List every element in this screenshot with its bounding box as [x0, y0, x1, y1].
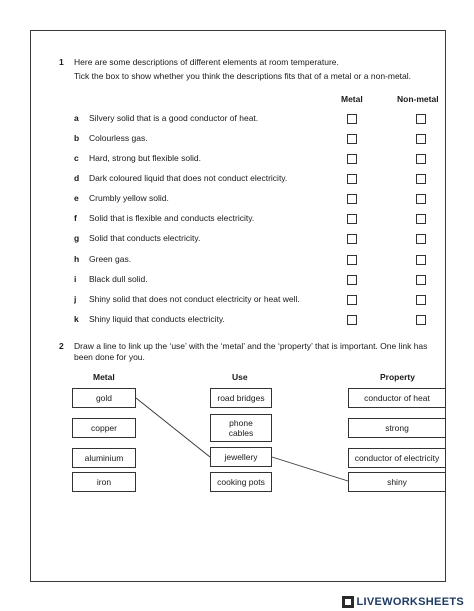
use-box-label: road bridges [217, 393, 265, 403]
property-box-label: conductor of heat [364, 393, 430, 403]
item-letter: f [74, 213, 77, 223]
item-letter: c [74, 153, 79, 163]
property-box-label: strong [385, 423, 409, 433]
use-box[interactable] [210, 447, 272, 467]
use-heading: Use [232, 372, 248, 382]
use-box[interactable] [210, 414, 272, 442]
item-description: Solid that conducts electricity. [89, 233, 201, 243]
metal-checkbox-d[interactable] [347, 174, 357, 184]
metal-checkbox-c[interactable] [347, 154, 357, 164]
nonmetal-checkbox-e[interactable] [416, 194, 426, 204]
use-box-label: phone cables [228, 418, 254, 438]
metal-checkbox-i[interactable] [347, 275, 357, 285]
metal-checkbox-b[interactable] [347, 134, 357, 144]
question-1-number: 1 [59, 57, 64, 67]
question-2-number: 2 [59, 341, 64, 351]
nonmetal-checkbox-k[interactable] [416, 315, 426, 325]
item-letter: j [74, 294, 77, 304]
nonmetal-checkbox-i[interactable] [416, 275, 426, 285]
property-box[interactable] [348, 472, 446, 492]
item-letter: k [74, 314, 79, 324]
metal-box-label: iron [96, 477, 112, 487]
item-letter: d [74, 173, 80, 183]
metal-box[interactable] [72, 472, 136, 492]
item-description: Black dull solid. [89, 274, 148, 284]
metal-box[interactable] [72, 418, 136, 438]
liveworksheets-logo [342, 596, 465, 608]
item-letter: i [74, 274, 77, 284]
nonmetal-checkbox-c[interactable] [416, 154, 426, 164]
item-description: Green gas. [89, 254, 132, 264]
metal-checkbox-k[interactable] [347, 315, 357, 325]
metal-checkbox-j[interactable] [347, 295, 357, 305]
property-box[interactable] [348, 388, 446, 408]
property-box-label: shiny [387, 477, 407, 487]
nonmetal-checkbox-b[interactable] [416, 134, 426, 144]
property-box-label: conductor of electricity [354, 453, 440, 463]
metal-checkbox-g[interactable] [347, 234, 357, 244]
metal-heading: Metal [93, 372, 115, 382]
use-box-label: cooking pots [217, 477, 265, 487]
item-description: Crumbly yellow solid. [89, 193, 169, 203]
question-2-instruction-line2: been done for you. [74, 352, 145, 362]
logo-icon [342, 596, 354, 608]
nonmetal-checkbox-a[interactable] [416, 114, 426, 124]
nonmetal-checkbox-g[interactable] [416, 234, 426, 244]
nonmetal-checkbox-d[interactable] [416, 174, 426, 184]
item-letter: g [74, 233, 80, 243]
metal-checkbox-a[interactable] [347, 114, 357, 124]
nonmetal-checkbox-h[interactable] [416, 255, 426, 265]
metal-box-label: copper [91, 423, 117, 433]
property-heading: Property [380, 372, 415, 382]
property-box[interactable] [348, 448, 446, 468]
metal-box[interactable] [72, 448, 136, 468]
metal-box[interactable] [72, 388, 136, 408]
item-description: Shiny solid that does not conduct electricity or heat well. [89, 294, 300, 304]
question-1-intro: Here are some descriptions of different elements at room temperature. [74, 57, 339, 67]
question-2-instruction-line1: Draw a line to link up the ‘use’ with the ‘metal’ and the ‘property’ that is important. One link has [74, 341, 428, 351]
item-description: Solid that is flexible and conducts electricity. [89, 213, 255, 223]
nonmetal-checkbox-f[interactable] [416, 214, 426, 224]
nonmetal-checkbox-j[interactable] [416, 295, 426, 305]
item-letter: h [74, 254, 80, 264]
item-letter: e [74, 193, 79, 203]
item-description: Shiny liquid that conducts electricity. [89, 314, 225, 324]
item-description: Colourless gas. [89, 133, 148, 143]
item-description: Silvery solid that is a good conductor of heat. [89, 113, 259, 123]
metal-box-label: gold [95, 393, 113, 403]
metal-checkbox-f[interactable] [347, 214, 357, 224]
metal-box-label: aluminium [84, 453, 124, 463]
property-box[interactable] [348, 418, 446, 438]
nonmetal-column-header: Non-metal [397, 94, 439, 104]
question-1-instruction: Tick the box to show whether you think the descriptions fits that of a metal or a non-metal. [74, 71, 412, 81]
item-letter: a [74, 113, 79, 123]
metal-checkbox-h[interactable] [347, 255, 357, 265]
metal-checkbox-e[interactable] [347, 194, 357, 204]
logo-text: LIVEWORKSHEETS [356, 596, 464, 608]
footer [0, 591, 474, 611]
use-box[interactable] [210, 388, 272, 408]
item-letter: b [74, 133, 80, 143]
use-box[interactable] [210, 472, 272, 492]
item-description: Hard, strong but flexible solid. [89, 153, 201, 163]
metal-column-header: Metal [341, 94, 363, 104]
use-box-label: jewellery [224, 452, 258, 462]
item-description: Dark coloured liquid that does not conduct electricity. [89, 173, 288, 183]
